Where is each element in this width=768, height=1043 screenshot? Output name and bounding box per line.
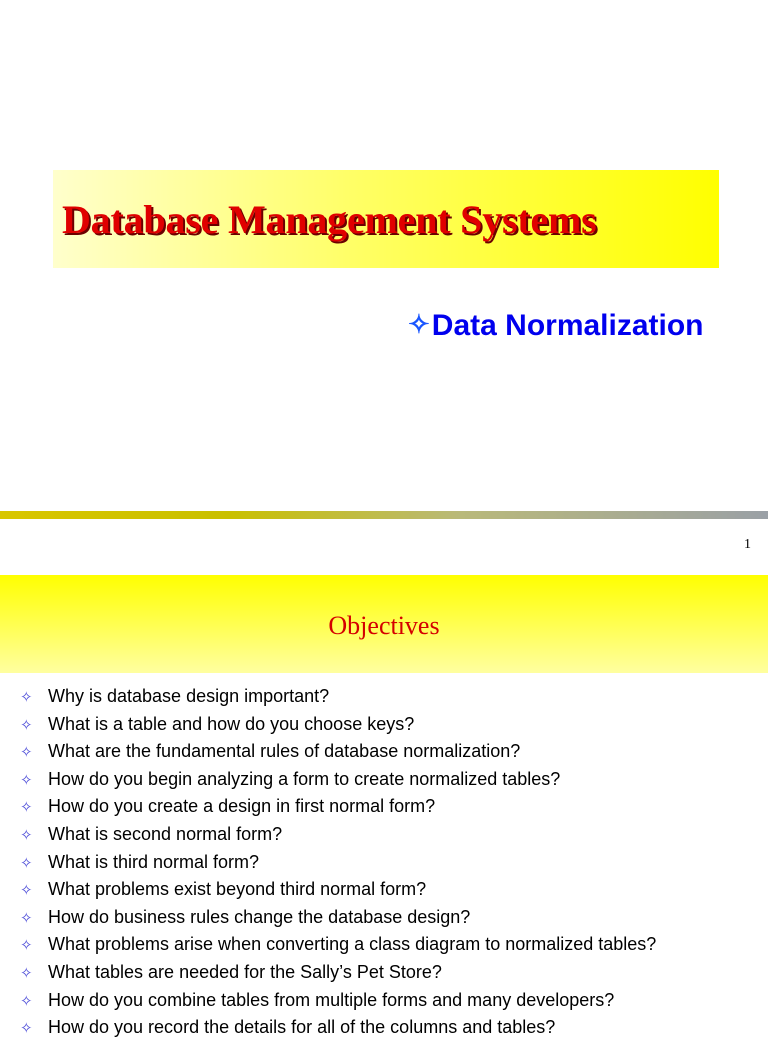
main-title: Database Management Systems bbox=[62, 197, 597, 242]
list-item-text: What problems arise when converting a class diagram to normalized tables? bbox=[48, 934, 657, 955]
list-item bbox=[20, 794, 656, 822]
star-bullet-icon: ✧ bbox=[20, 964, 33, 982]
list-item bbox=[20, 877, 656, 905]
list-item bbox=[20, 960, 656, 988]
objectives-list bbox=[20, 684, 656, 1043]
list-item bbox=[20, 1015, 656, 1043]
list-item-text: How do you record the details for all of the columns and tables? bbox=[48, 1017, 556, 1038]
star-bullet-icon: ✧ bbox=[20, 992, 33, 1010]
list-item bbox=[20, 767, 656, 795]
star-bullet-icon: ✧ bbox=[20, 937, 33, 955]
list-item bbox=[20, 712, 656, 740]
list-item-text: What is third normal form? bbox=[48, 851, 260, 872]
star-bullet-icon: ✧ bbox=[20, 854, 33, 872]
list-item bbox=[20, 822, 656, 850]
objectives-title: Objectives bbox=[328, 611, 440, 640]
list-item-text: What is a table and how do you choose keys? bbox=[48, 713, 415, 734]
list-item bbox=[20, 739, 656, 767]
star-bullet-icon: ✧ bbox=[20, 1020, 33, 1038]
subtitle bbox=[408, 309, 704, 343]
star-bullet-icon: ✧ bbox=[20, 716, 33, 734]
star-bullet-icon: ✧ bbox=[20, 799, 33, 817]
list-item-text: How do you create a design in first normal form? bbox=[48, 796, 436, 817]
list-item-text: How do business rules change the database design? bbox=[48, 906, 471, 927]
star-bullet-icon: ✧ bbox=[20, 909, 33, 927]
list-item bbox=[20, 932, 656, 960]
list-item bbox=[20, 684, 656, 712]
list-item-text: What is second normal form? bbox=[48, 823, 283, 844]
star-bullet-icon: ✧ bbox=[20, 689, 33, 706]
subtitle-text: Data Normalization bbox=[431, 309, 704, 342]
list-item-text: How do you begin analyzing a form to create normalized tables? bbox=[48, 768, 561, 789]
divider-bar bbox=[0, 511, 768, 519]
page-number: 1 bbox=[744, 537, 751, 552]
list-item-text: What problems exist beyond third normal form? bbox=[48, 879, 427, 900]
star-bullet-icon: ✧ bbox=[20, 771, 33, 789]
list-item-text: How do you combine tables from multiple forms and many developers? bbox=[48, 989, 615, 1010]
list-item bbox=[20, 905, 656, 933]
star-bullet-icon: ✧ bbox=[408, 309, 430, 339]
list-item-text: What tables are needed for the Sally’s Pet Store? bbox=[48, 961, 442, 982]
star-bullet-icon: ✧ bbox=[20, 826, 33, 844]
list-item bbox=[20, 850, 656, 878]
list-item bbox=[20, 988, 656, 1016]
list-item-text: What are the fundamental rules of database normalization? bbox=[48, 741, 521, 762]
list-item-text: Why is database design important? bbox=[48, 686, 330, 706]
star-bullet-icon: ✧ bbox=[20, 882, 33, 900]
star-bullet-icon: ✧ bbox=[20, 744, 33, 762]
